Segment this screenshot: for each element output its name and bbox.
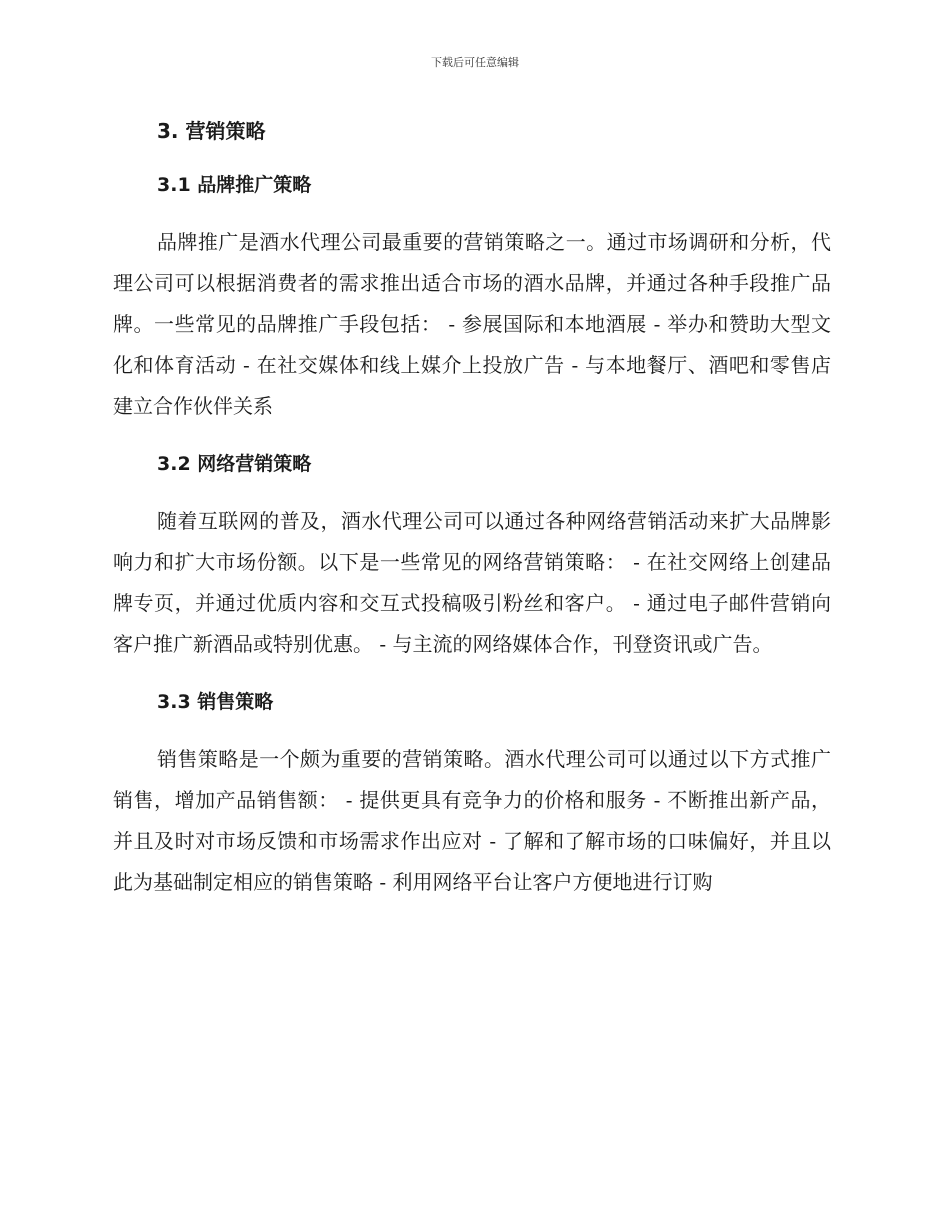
subsection-title-sales: 3.3 销售策略 — [157, 691, 274, 713]
subsection-title-brand: 3.1 品牌推广策略 — [157, 174, 312, 196]
paragraph-sales: 销售策略是一个颇为重要的营销策略。酒水代理公司可以通过以下方式推广销售，增加产品销售额： - 提供更具有竞争力的价格和服务 - 不断推出新产品，并且及时对市场反馈和市场需求作出应对 - 了解和了解市场的口味偏好，并且以此为基础制定相应的销售策略 - 利用网络平台让客户方便地进行订购 — [113, 747, 831, 894]
subsection-title-online: 3.2 网络营销策略 — [157, 453, 312, 475]
section-title: 3. 营销策略 — [157, 119, 266, 143]
paragraph-brand: 品牌推广是酒水代理公司最重要的营销策略之一。通过市场调研和分析，代理公司可以根据消费者的需求推出适合市场的酒水品牌，并通过各种手段推广品牌。一些常见的品牌推广手段包括： - 参展国际和本地酒展 - 举办和赞助大型文化和体育活动 - 在社交媒体和线上媒介上投放广告 - 与本地餐厅、酒吧和零售店建立合作伙伴关系 — [113, 230, 831, 418]
paragraph-online: 随着互联网的普及，酒水代理公司可以通过各种网络营销活动来扩大品牌影响力和扩大市场份额。以下是一些常见的网络营销策略： - 在社交网络上创建品牌专页，并通过优质内容和交互式投稿吸引粉丝和客户。 - 通过电子邮件营销向客户推广新酒品或特别优惠。 - 与主流的网络媒体合作，刊登资讯或广告。 — [113, 509, 831, 656]
document-body — [113, 104, 831, 903]
page-header-note: 下载后可任意编辑 — [431, 56, 519, 69]
